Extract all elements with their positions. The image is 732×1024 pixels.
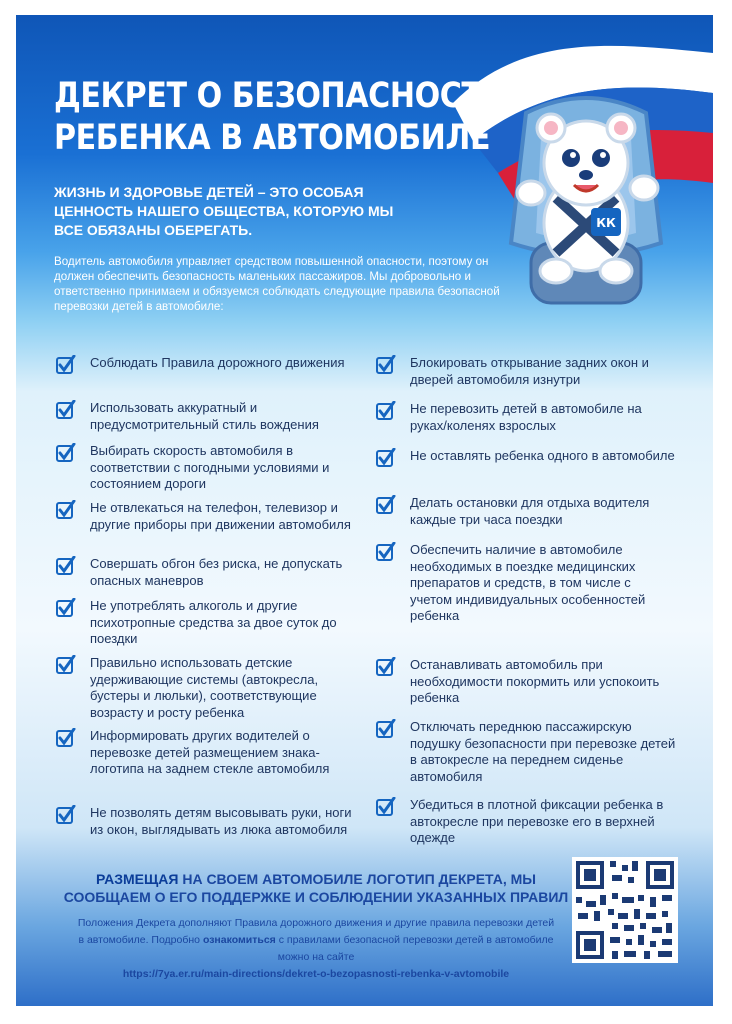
rule-item (376, 401, 676, 448)
footer-note-bold: ознакомиться (202, 934, 276, 946)
rule-text: Соблюдать Правила дорожного движения (90, 355, 345, 370)
footer-headline-rest: НА СВОЕМ АВТОМОБИЛЕ ЛОГОТИП ДЕКРЕТА, МЫ СООБЩАЕМ О ЕГО ПОДДЕРЖКЕ И СОБЛЮДЕНИИ УКАЗАННЫХ ПРАВИЛ (63, 871, 569, 905)
rule-text: Отключать переднюю пассажирскую подушку безопасности при перевозке детей в автокресле на переднем сиденье автомобиля (410, 719, 676, 784)
rules-left-column (56, 355, 356, 857)
title-line-1: ДЕКРЕТ О БЕЗОПАСНОСТИ (54, 76, 507, 116)
rule-text: Убедиться в плотной фиксации ребенка в автокресле при перевозке его в верхней одежде (410, 797, 664, 845)
checkbox-icon (56, 728, 76, 748)
rule-item (56, 355, 356, 400)
rule-item (376, 355, 676, 401)
rule-item (376, 719, 676, 797)
rule-item (56, 805, 356, 857)
rule-text: Не перевозить детей в автомобиле на руках/коленях взрослых (410, 401, 642, 433)
checkbox-icon (376, 355, 396, 375)
rule-item (376, 542, 676, 657)
checkbox-icon (56, 500, 76, 520)
bear-mascot-icon (496, 93, 676, 323)
rule-item (376, 797, 676, 851)
footer-note-text-b: с правилами безопасной перевозки детей в автомобиле можно на сайте (275, 934, 554, 963)
rules-right-column (376, 355, 676, 851)
checkbox-icon (376, 797, 396, 817)
rule-text: Использовать аккуратный и предусмотрительный стиль вождения (90, 400, 319, 432)
checkbox-icon (376, 401, 396, 421)
checkbox-icon (56, 355, 76, 375)
rule-item (56, 443, 356, 500)
footer-headline (56, 870, 576, 906)
rule-text: Делать остановки для отдыха водителя каждые три часа поездки (410, 495, 650, 527)
footer-note-text-a: Положения Декрета дополняют Правила дорожного движения и другие правила перевозки детей в автомобиле. Подробно (77, 917, 555, 946)
rule-text: Не позволять детям высовывать руки, ноги из окон, выглядывать из люка автомобиля (90, 805, 352, 837)
footer-headline-strong: РАЗМЕЩАЯ (96, 871, 179, 887)
rule-item (56, 655, 356, 728)
rule-item (56, 556, 356, 598)
rule-text: Обеспечить наличие в автомобиле необходимых в поездке медицинских препаратов и средств, в том числе с учетом индивидуальных особенностей ребенка (410, 542, 646, 623)
rule-text: Не отвлекаться на телефон, телевизор и другие приборы при движении автомобиля (90, 500, 351, 532)
footer-url[interactable]: https://7ya.er.ru/main-directions/dekret-o-bezopasnosti-rebenka-v-avtomobile (122, 968, 510, 980)
poster-title (54, 75, 507, 159)
mascot-badge: КК (596, 216, 616, 230)
rule-text: Выбирать скорость автомобиля в соответствии с погодными условиями и состоянием дороги (90, 443, 330, 491)
rule-text: Правильно использовать детские удерживающие системы (автокресла, бустеры и люльки), соответствующие возрасту и росту ребенка (90, 655, 319, 720)
rule-item (56, 598, 356, 655)
checkbox-icon (56, 400, 76, 420)
rule-text: Не оставлять ребенка одного в автомобиле (410, 448, 675, 463)
rule-text: Блокировать открывание задних окон и дверей автомобиля изнутри (410, 355, 649, 387)
checkbox-icon (376, 719, 396, 739)
rule-text: Информировать других водителей о перевозке детей размещением знака-логотипа на заднем стекле автомобиля (90, 728, 330, 776)
rule-text: Совершать обгон без риска, не допускать опасных маневров (90, 556, 343, 588)
rule-item (376, 495, 676, 542)
qr-code[interactable] (572, 857, 678, 963)
checkbox-icon (56, 556, 76, 576)
poster (16, 15, 713, 1006)
checkbox-icon (56, 443, 76, 463)
subtitle: ЖИЗНЬ И ЗДОРОВЬЕ ДЕТЕЙ – ЭТО ОСОБАЯ ЦЕННОСТЬ НАШЕГО ОБЩЕСТВА, КОТОРУЮ МЫ ВСЕ ОБЯЗАНЫ ОБЕРЕГАТЬ. (54, 184, 394, 238)
footer-note (76, 915, 556, 983)
checkbox-icon (376, 495, 396, 515)
title-line-2: РЕБЕНКА В АВТОМОБИЛЕ (54, 118, 491, 158)
rule-item (376, 448, 676, 495)
rule-item (376, 657, 676, 719)
checkbox-icon (56, 598, 76, 618)
checkbox-icon (56, 805, 76, 825)
rule-text: Останавливать автомобиль при необходимости покормить или успокоить ребенка (410, 657, 660, 705)
checkbox-icon (56, 655, 76, 675)
checkbox-icon (376, 657, 396, 677)
rule-text: Не употреблять алкоголь и другие психотропные средства за двое суток до поездки (90, 598, 337, 646)
checkbox-icon (376, 542, 396, 562)
rule-item (56, 500, 356, 556)
intro-paragraph: Водитель автомобиля управляет средством повышенной опасности, поэтому он должен обеспечить безопасность маленьких пассажиров. Мы добровольно и ответственно принимаем и обязуемся соблюдать следующие правила безопасной перевозки детей в автомобиле: (54, 255, 500, 313)
rule-item (56, 728, 356, 805)
checkbox-icon (376, 448, 396, 468)
rule-item (56, 400, 356, 443)
